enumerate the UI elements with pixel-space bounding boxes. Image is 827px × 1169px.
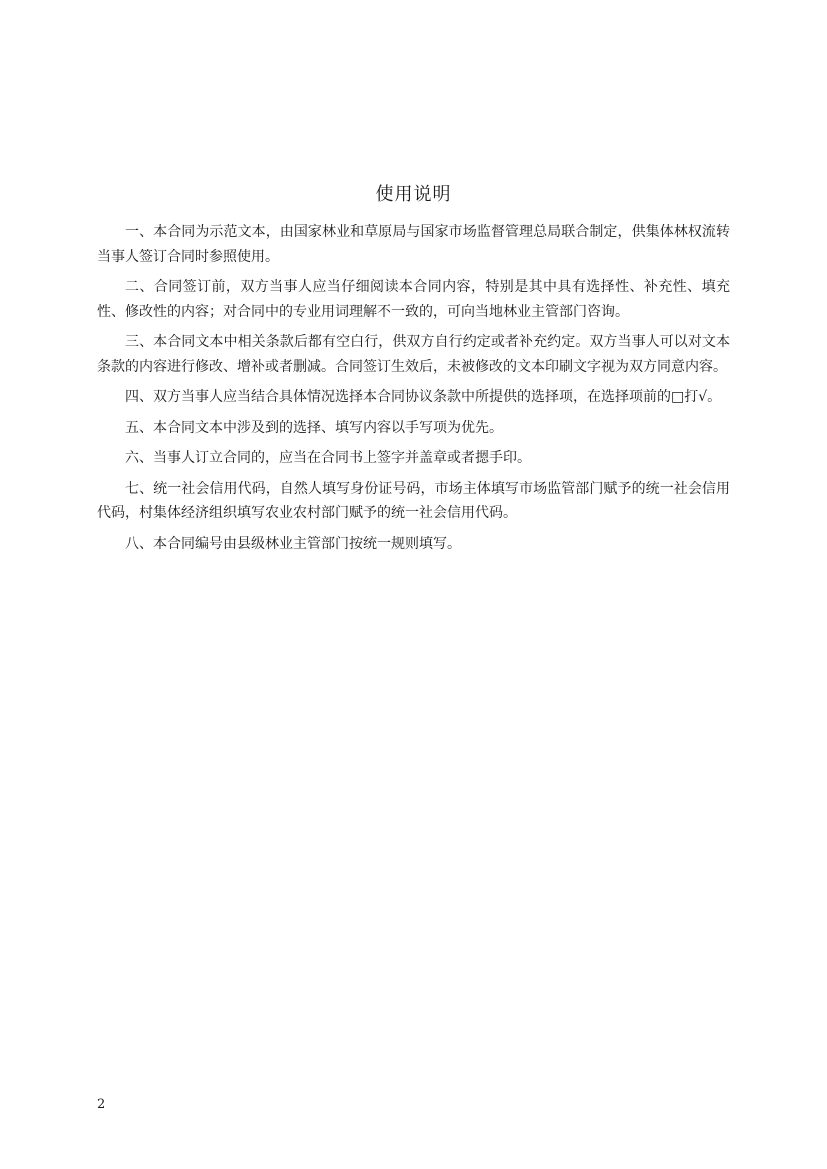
- paragraph-7: 七、统一社会信用代码，自然人填写身份证号码，市场主体填写市场监管部门赋予的统一社会信用代码，村集体经济组织填写农业农村部门赋予的统一社会信用代码。: [97, 480, 730, 521]
- document-body: [97, 220, 730, 562]
- paragraph-8: 八、本合同编号由县级林业主管部门按统一规则填写。: [125, 535, 461, 552]
- paragraph-6: 六、当事人订立合同的，应当在合同书上签字并盖章或者摁手印。: [125, 450, 531, 466]
- paragraph-2: 二、合同签订前，双方当事人应当仔细阅读本合同内容，特别是其中具有选择性、补充性、填充性、修改性的内容；对合同中的专业用词理解不一致的，可向当地林业主管部门咨询。: [97, 279, 730, 320]
- page-number: 2: [97, 1097, 106, 1112]
- paragraph-3: 三、本合同文本中相关条款后都有空白行，供双方自行约定或者补充约定。双方当事人可以对文本条款的内容进行修改、增补或者删减。合同签订生效后，未被修改的文本印刷文字视为双方同意内容。: [97, 334, 730, 375]
- paragraph-5: 五、本合同文本中涉及到的选择、填写内容以手写项为优先。: [125, 419, 503, 436]
- paragraph-4: 四、双方当事人应当结合具体情况选择本合同协议条款中所提供的选择项，在选择项前的□打√。: [125, 389, 722, 405]
- page-title: 使用说明: [375, 184, 452, 206]
- paragraph-1: 一、本合同为示范文本，由国家林业和草原局与国家市场监督管理总局联合制定，供集体林权流转当事人签订合同时参照使用。: [97, 224, 730, 265]
